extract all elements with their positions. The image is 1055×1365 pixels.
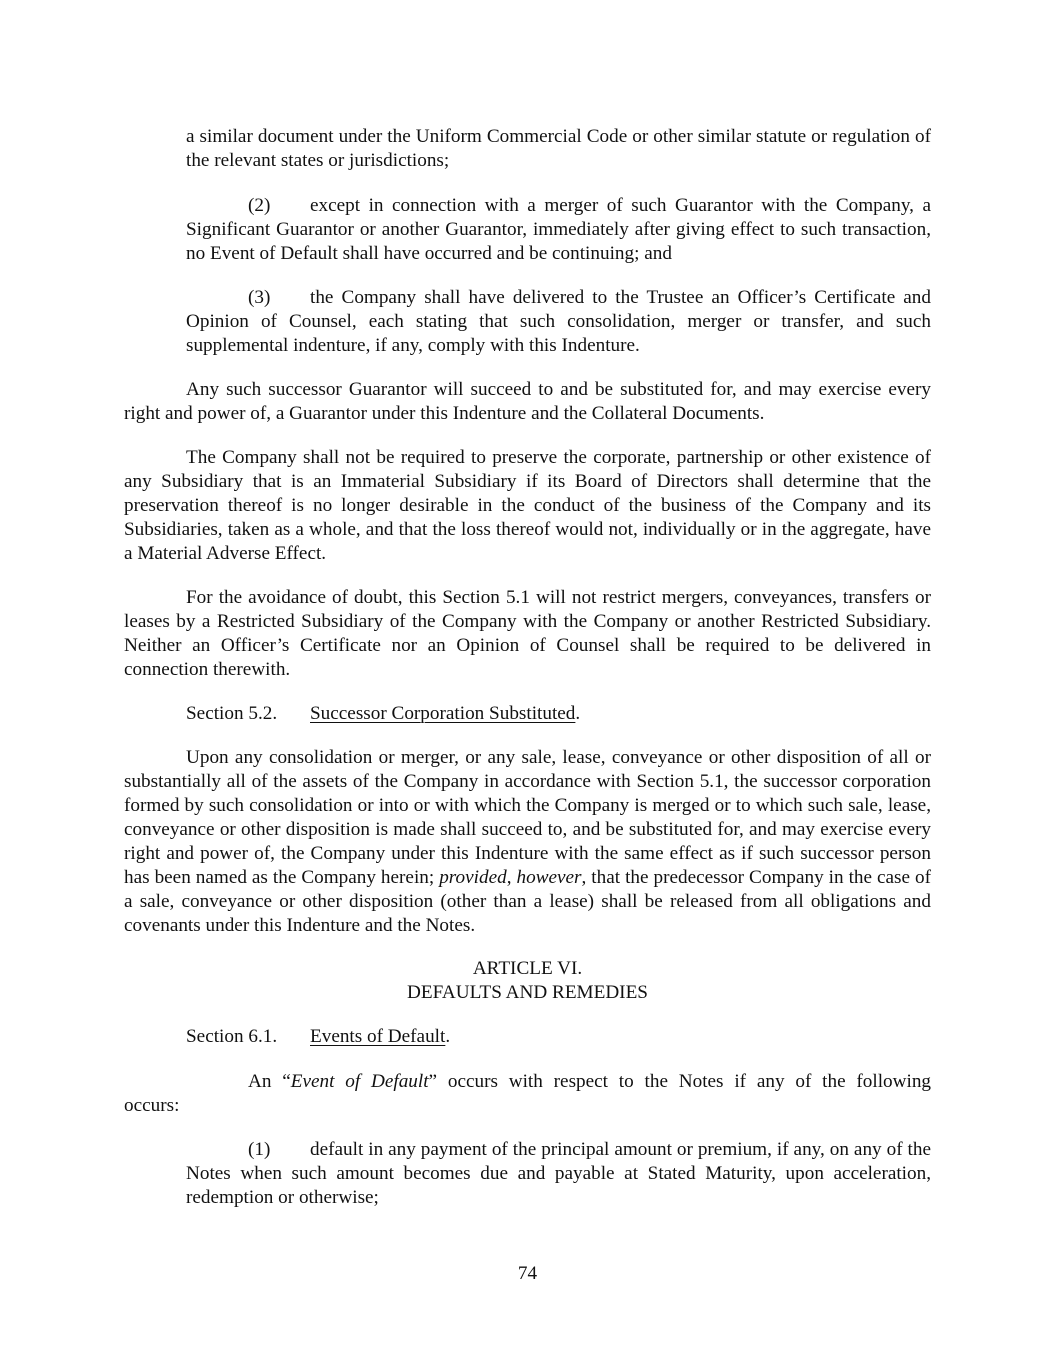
event-of-default-definition bbox=[248, 1070, 931, 1094]
page-number: 74 bbox=[517, 1263, 538, 1284]
defined-term: Event of Default bbox=[290, 1071, 429, 1092]
clause-text: the Company shall have delivered to the Trustee an Officer’s Certificate and Opinion of Counsel, each stating that such consolidation, merger or transfer, and such supplemental indenture, if any, comply with this Indenture. bbox=[186, 287, 931, 356]
text-run: , that the predecessor Company in the case of a sale, conveyance or other disposition (other than a lease) shall be released from all obligations and covenants under this Indenture and the Notes. bbox=[124, 867, 931, 936]
paragraph-avoidance-of-doubt: For the avoidance of doubt, this Section 5.1 will not restrict mergers, conveyances, transfers or leases by a Restricted Subsidiary of the Company with the Company or another Restricted Subsidiary. Neither an Officer’s Certificate nor an Opinion of Counsel shall be required to be delivered in connection therewith. bbox=[124, 587, 931, 680]
section-label: Section 5.2. bbox=[186, 703, 278, 724]
clause-number: (3) bbox=[248, 287, 271, 308]
text-run: , bbox=[506, 867, 517, 888]
event-of-default-definition-end: occurs: bbox=[124, 1095, 180, 1116]
paragraph-successor-corporation bbox=[124, 746, 931, 938]
text-run: Upon any consolidation or merger, or any sale, lease, conveyance or other disposition of all or substantially all of the assets of the Company in accordance with Section 5.1, the successor corporation formed by such consolidation or into or with which the Company is merged or to which such sale, lease, conveyance or other disposition is made shall succeed to, and be substituted for, and may exercise every right and power of, the Company under this Indenture with the same effect as if such successor person has been named as the Company herein; bbox=[124, 747, 931, 888]
clause-1 bbox=[186, 1138, 931, 1210]
text-run: ” occurs with respect to the Notes if any of the following bbox=[428, 1071, 932, 1092]
clause-3 bbox=[186, 286, 931, 358]
text-run: An “ bbox=[248, 1071, 291, 1092]
clause-text: default in any payment of the principal amount or premium, if any, on any of the Notes when such amount becomes due and payable at Stated Maturity, upon acceleration, redemption or otherwise; bbox=[186, 1139, 931, 1208]
clause-number: (1) bbox=[248, 1139, 271, 1160]
clause-text: except in connection with a merger of such Guarantor with the Company, a Significant Guarantor or another Guarantor, immediately after giving effect to such transaction, no Event of Default shall have occurred and be continuing; and bbox=[186, 195, 931, 264]
clause-2 bbox=[186, 194, 931, 266]
paragraph-successor-guarantor: Any such successor Guarantor will succeed to and be substituted for, and may exercise every right and power of, a Guarantor under this Indenture and the Collateral Documents. bbox=[124, 379, 931, 424]
paragraph-continuation: a similar document under the Uniform Commercial Code or other similar statute or regulation of the relevant states or jurisdictions; bbox=[186, 126, 931, 171]
section-5-2-heading bbox=[186, 702, 580, 726]
section-6-1-heading bbox=[186, 1025, 450, 1049]
section-label: Section 6.1. bbox=[186, 1026, 278, 1047]
article-title: DEFAULTS AND REMEDIES bbox=[407, 982, 648, 1003]
section-title: Successor Corporation Substituted bbox=[310, 703, 576, 724]
italic-provided: provided bbox=[439, 867, 507, 888]
section-title-period: . bbox=[575, 703, 581, 724]
section-title-period: . bbox=[445, 1026, 451, 1047]
clause-number: (2) bbox=[248, 195, 271, 216]
paragraph-immaterial-subsidiary: The Company shall not be required to preserve the corporate, partnership or other existence of any Subsidiary that is an Immaterial Subsidiary if its Board of Directors shall determine that the preservation thereof is no longer desirable in the conduct of the business of the Company and its Subsidiaries, taken as a whole, and that the loss thereof would not, individually or in the aggregate, have a Material Adverse Effect. bbox=[124, 447, 931, 564]
italic-however: however bbox=[516, 867, 582, 888]
section-title: Events of Default bbox=[310, 1026, 446, 1047]
article-number: ARTICLE VI. bbox=[472, 958, 583, 979]
